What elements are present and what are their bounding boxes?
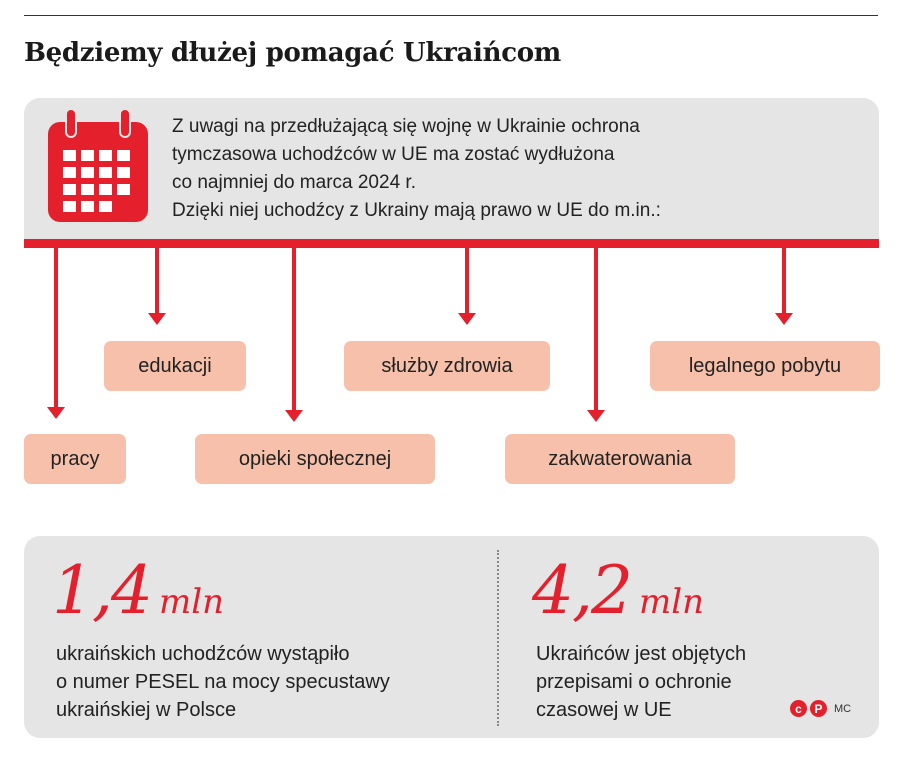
stat-unit: mln	[158, 582, 224, 622]
right-sluzby-zdrowia: służby zdrowia	[344, 341, 550, 391]
right-edukacji: edukacji	[104, 341, 246, 391]
timeline-bar	[24, 239, 879, 248]
right-pracy: pracy	[24, 434, 126, 484]
stat-desc-pesel	[56, 640, 390, 724]
arrow-pracy	[54, 248, 58, 408]
stats-divider	[497, 550, 499, 726]
intro-line: Z uwagi na przedłużającą się wojnę w Ukrainie ochrona	[172, 116, 640, 137]
stat-number: 1,4	[52, 552, 151, 629]
right-opieki-spolecznej: opieki społecznej	[195, 434, 435, 484]
arrow-zdrowia	[465, 248, 469, 314]
stat-desc-eu	[536, 640, 746, 724]
arrow-head-pobytu	[775, 313, 793, 325]
intro-line: co najmniej do marca 2024 r.	[172, 172, 416, 193]
right-legalnego-pobytu: legalnego pobytu	[650, 341, 880, 391]
calendar-icon	[46, 106, 150, 224]
arrow-head-opieki	[285, 410, 303, 422]
arrow-head-zakwaterowania	[587, 410, 605, 422]
arrow-zakwaterowania	[594, 248, 598, 411]
stat-desc-line: ukraińskiej w Polsce	[56, 699, 237, 721]
stat-desc-line: ukraińskich uchodźców wystąpiło	[56, 643, 350, 665]
stat-desc-line: o numer PESEL na mocy specustawy	[56, 671, 390, 693]
stat-desc-line: czasowej w UE	[536, 699, 672, 721]
top-rule	[24, 15, 878, 16]
copyright-icon: c	[790, 700, 807, 717]
stat-value-eu	[532, 552, 704, 629]
stat-number: 4,2	[532, 552, 631, 629]
author-initials: MC	[834, 702, 852, 715]
page-title: Będziemy dłużej pomagać Ukraińcom	[24, 38, 561, 68]
intro-text	[172, 113, 862, 225]
arrow-head-pracy	[47, 407, 65, 419]
stat-value-pesel	[52, 552, 224, 629]
stat-unit: mln	[638, 582, 704, 622]
intro-line: Dzięki niej uchodźcy z Ukrainy mają prawo w UE do m.in.:	[172, 200, 661, 221]
arrow-edukacji	[155, 248, 159, 314]
arrow-head-zdrowia	[458, 313, 476, 325]
arrow-pobytu	[782, 248, 786, 314]
arrow-opieki	[292, 248, 296, 411]
right-zakwaterowania: zakwaterowania	[505, 434, 735, 484]
publisher-icon: P	[810, 700, 827, 717]
stat-desc-line: przepisami o ochronie	[536, 671, 732, 693]
intro-line: tymczasowa uchodźców w UE ma zostać wydłużona	[172, 144, 615, 165]
credits	[790, 700, 851, 717]
arrow-head-edukacji	[148, 313, 166, 325]
stat-desc-line: Ukraińców jest objętych	[536, 643, 747, 665]
